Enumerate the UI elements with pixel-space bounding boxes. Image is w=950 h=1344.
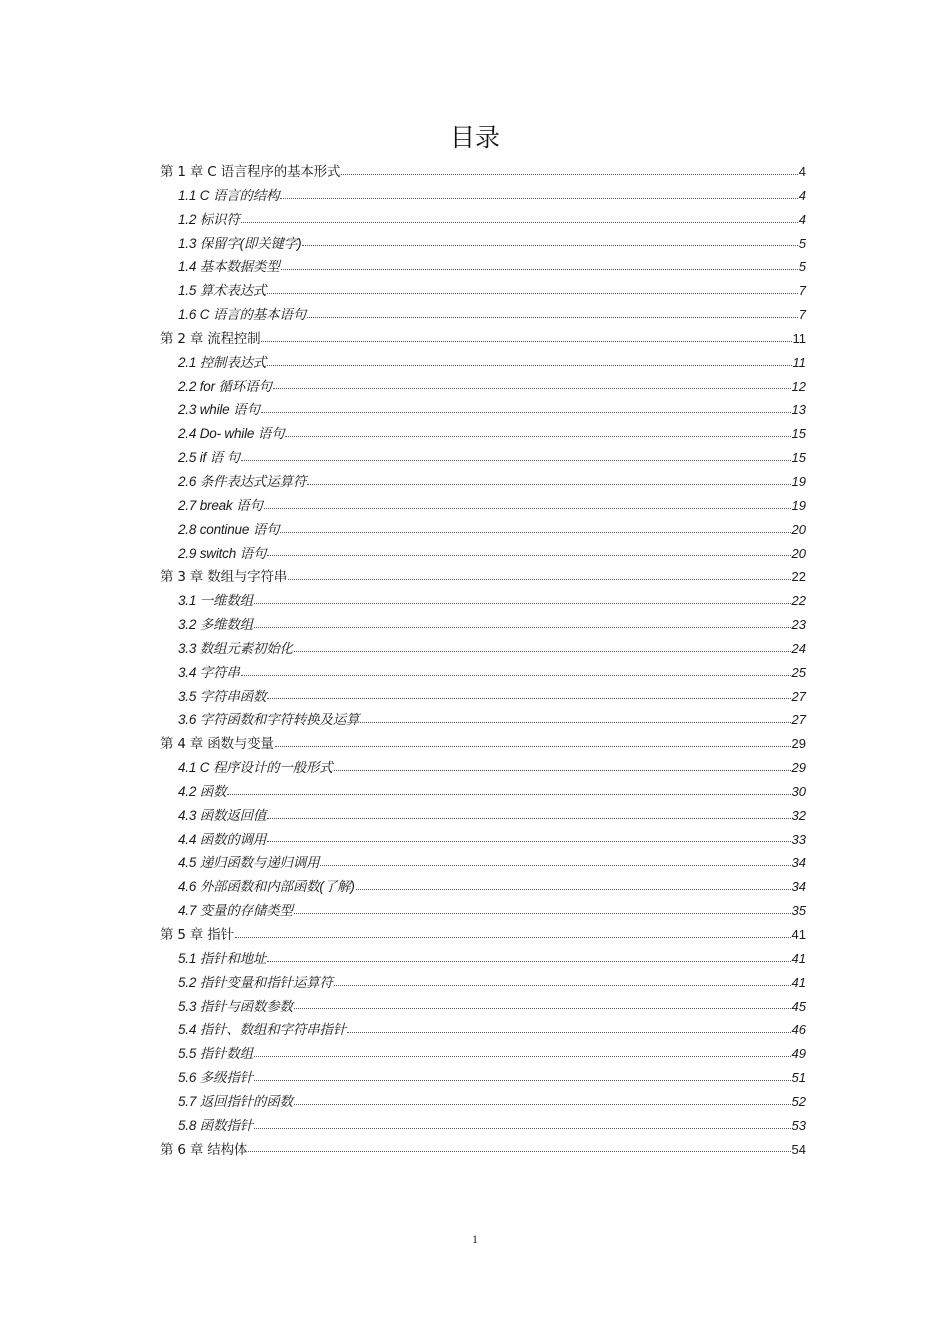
toc-section-entry[interactable] [160, 446, 806, 470]
toc-entry-page-number: 35 [791, 903, 806, 919]
toc-entry-label: 5.6 多级指针 [178, 1070, 253, 1086]
dot-leader [356, 888, 791, 890]
toc-entry-label: 3.3 数组元素初始化 [178, 640, 293, 656]
toc-entry-label: 4.1 C 程序设计的一般形式 [178, 760, 333, 776]
toc-entry-label: 第 6 章 结构体 [160, 1141, 248, 1158]
dot-leader [280, 197, 797, 199]
toc-entry-label: 第 3 章 数组与字符串 [160, 569, 288, 586]
toc-section-entry[interactable] [160, 1066, 806, 1090]
dot-leader [261, 411, 791, 413]
toc-entry-label: 2.9 switch 语句 [178, 545, 267, 561]
toc-entry-page-number: 11 [792, 330, 806, 346]
toc-section-entry[interactable] [160, 1090, 806, 1114]
dot-leader [360, 721, 790, 723]
toc-entry-page-number: 51 [791, 1070, 806, 1086]
toc-entry-label: 5.8 函数指针 [178, 1117, 253, 1133]
toc-entry-label: 4.4 函数的调用 [178, 831, 267, 847]
toc-entry-label: 5.4 指针、数组和字符串指针 [178, 1022, 347, 1038]
toc-entry-page-number: 34 [791, 855, 806, 871]
dot-leader [267, 364, 791, 366]
toc-entry-page-number: 5 [798, 235, 806, 251]
dot-leader [280, 531, 790, 533]
toc-section-entry[interactable] [160, 875, 806, 899]
toc-entry-label: 2.5 if 语 句 [178, 450, 240, 466]
toc-section-entry[interactable] [160, 518, 806, 542]
toc-entry-page-number: 46 [791, 1022, 806, 1038]
dot-leader [241, 459, 791, 461]
toc-entry-page-number: 45 [791, 998, 806, 1014]
dot-leader [294, 1007, 791, 1009]
toc-section-entry[interactable] [160, 851, 806, 875]
toc-chapter-entry[interactable] [160, 923, 806, 947]
toc-section-entry[interactable] [160, 303, 806, 327]
toc-section-entry[interactable] [160, 232, 806, 256]
toc-entry-label: 4.7 变量的存储类型 [178, 903, 293, 919]
toc-section-entry[interactable] [160, 494, 806, 518]
dot-leader [254, 1055, 791, 1057]
dot-leader [307, 483, 790, 485]
toc-entry-page-number: 53 [791, 1117, 806, 1133]
dot-leader [264, 507, 791, 509]
dot-leader [294, 1103, 791, 1105]
toc-entry-page-number: 13 [791, 402, 806, 418]
toc-section-entry[interactable] [160, 470, 806, 494]
toc-entry-page-number: 30 [791, 783, 806, 799]
dot-leader [288, 578, 790, 580]
toc-entry-page-number: 22 [791, 593, 806, 609]
toc-entry-label: 第 2 章 流程控制 [160, 330, 261, 347]
toc-section-entry[interactable] [160, 1114, 806, 1138]
toc-section-entry[interactable] [160, 971, 806, 995]
toc-entry-page-number: 41 [791, 974, 806, 990]
toc-entry-page-number: 22 [791, 569, 806, 585]
dot-leader [254, 602, 791, 604]
toc-chapter-entry[interactable] [160, 565, 806, 589]
dot-leader [320, 864, 790, 866]
dot-leader [227, 793, 790, 795]
toc-entry-page-number: 41 [791, 950, 806, 966]
toc-entry-label: 3.4 字符串 [178, 664, 240, 680]
toc-entry-label: 2.8 continue 语句 [178, 521, 280, 537]
toc-section-entry[interactable] [160, 613, 806, 637]
toc-entry-label: 2.7 break 语句 [178, 497, 263, 513]
toc-section-entry[interactable] [160, 255, 806, 279]
toc-chapter-entry[interactable] [160, 732, 806, 756]
dot-leader [241, 221, 798, 223]
toc-section-entry[interactable] [160, 780, 806, 804]
toc-entry-label: 第 5 章 指针 [160, 927, 234, 943]
toc-chapter-entry[interactable] [160, 160, 806, 184]
toc-entry-page-number: 4 [798, 211, 806, 227]
toc-entry-page-number: 52 [791, 1093, 806, 1109]
dot-leader [347, 1031, 791, 1033]
toc-entry-label: 3.5 字符串函数 [178, 688, 267, 704]
toc-entry-label: 5.3 指针与函数参数 [178, 998, 293, 1014]
toc-entry-label: 1.1 C 语言的结构 [178, 187, 280, 203]
dot-leader [267, 697, 790, 699]
toc-entry-page-number: 29 [791, 736, 806, 752]
toc-section-entry[interactable] [160, 756, 806, 780]
toc-section-entry[interactable] [160, 184, 806, 208]
toc-entry-label: 2.4 Do- while 语句 [178, 426, 285, 442]
toc-entry-page-number: 27 [791, 712, 806, 728]
toc-section-entry[interactable] [160, 279, 806, 303]
toc-chapter-entry[interactable] [160, 1138, 806, 1162]
toc-entry-label: 5.1 指针和地址 [178, 950, 267, 966]
toc-entry-page-number: 12 [791, 378, 806, 394]
toc-entry-page-number: 4 [798, 164, 806, 179]
toc-entry-page-number: 23 [791, 617, 806, 633]
toc-entry-page-number: 54 [791, 1141, 806, 1157]
toc-entry-page-number: 49 [791, 1046, 806, 1062]
toc-entry-page-number: 4 [798, 187, 806, 203]
toc-entry-label: 2.1 控制表达式 [178, 354, 267, 370]
toc-entry-page-number: 32 [791, 807, 806, 823]
toc-entry-label: 5.7 返回指针的函数 [178, 1093, 293, 1109]
toc-entry-page-number: 11 [792, 354, 806, 370]
dot-leader [267, 840, 790, 842]
dot-leader [248, 1150, 790, 1152]
dot-leader [281, 268, 798, 270]
toc-entry-page-number: 19 [791, 473, 806, 489]
dot-leader [302, 244, 797, 246]
dot-leader [294, 650, 791, 652]
toc-section-entry[interactable] [160, 947, 806, 971]
toc-section-entry[interactable] [160, 1042, 806, 1066]
toc-entry-label: 第 1 章 C 语言程序的基本形式 [160, 164, 341, 180]
toc-entry-page-number: 15 [791, 450, 806, 466]
toc-section-entry[interactable] [160, 542, 806, 566]
dot-leader [254, 626, 791, 628]
toc-section-entry[interactable] [160, 899, 806, 923]
toc-entry-label: 5.5 指针数组 [178, 1046, 253, 1062]
toc-entry-label: 1.6 C 语言的基本语句 [178, 307, 306, 323]
toc-entry-page-number: 29 [791, 760, 806, 776]
dot-leader [235, 936, 791, 938]
toc-entry-page-number: 27 [791, 688, 806, 704]
toc-entry-page-number: 5 [798, 259, 806, 275]
toc-entry-page-number: 7 [798, 307, 806, 323]
toc-entry-page-number: 25 [791, 664, 806, 680]
toc-entry-page-number: 20 [791, 521, 806, 537]
toc-entry-page-number: 20 [791, 545, 806, 561]
toc-entry-label: 第 4 章 函数与变量 [160, 736, 274, 753]
toc-section-entry[interactable] [160, 208, 806, 232]
toc-section-entry[interactable] [160, 351, 806, 375]
toc-section-entry[interactable] [160, 422, 806, 446]
toc-entry-label: 1.3 保留字(即关键字) [178, 235, 302, 251]
dot-leader [267, 292, 798, 294]
toc-section-entry[interactable] [160, 375, 806, 399]
toc-entry-label: 2.2 for 循环语句 [178, 378, 272, 394]
toc-entry-page-number: 34 [791, 879, 806, 895]
toc-section-entry[interactable] [160, 398, 806, 422]
dot-leader [273, 387, 791, 389]
toc-section-entry[interactable] [160, 685, 806, 709]
dot-leader [261, 340, 791, 342]
toc-entry-label: 4.5 递归函数与递归调用 [178, 855, 320, 871]
toc-entry-label: 5.2 指针变量和指针运算符 [178, 974, 333, 990]
toc-entry-page-number: 15 [791, 426, 806, 442]
dot-leader [267, 817, 790, 819]
toc-entry-page-number: 7 [798, 283, 806, 299]
toc-section-entry[interactable] [160, 804, 806, 828]
toc-entry-label: 4.6 外部函数和内部函数(了解) [178, 879, 355, 895]
toc-entry-label: 1.4 基本数据类型 [178, 259, 280, 275]
toc-entry-page-number: 33 [791, 831, 806, 847]
toc-section-entry[interactable] [160, 661, 806, 685]
toc-section-entry[interactable] [160, 828, 806, 852]
dot-leader [307, 316, 798, 318]
dot-leader [254, 1127, 791, 1129]
toc-entry-label: 2.3 while 语句 [178, 402, 260, 418]
table-of-contents [160, 160, 806, 1161]
toc-entry-label: 2.6 条件表达式运算符 [178, 473, 307, 489]
dot-leader [334, 769, 791, 771]
dot-leader [254, 1079, 791, 1081]
dot-leader [267, 960, 790, 962]
dot-leader [285, 435, 790, 437]
toc-entry-label: 3.1 一维数组 [178, 593, 253, 609]
toc-entry-page-number: 24 [791, 640, 806, 656]
dot-leader [294, 912, 791, 914]
dot-leader [275, 745, 791, 747]
dot-leader [341, 173, 797, 175]
toc-section-entry[interactable] [160, 637, 806, 661]
toc-entry-label: 4.2 函数 [178, 783, 227, 799]
toc-entry-label: 3.6 字符函数和字符转换及运算 [178, 712, 360, 728]
toc-entry-label: 1.2 标识符 [178, 211, 240, 227]
page-number: 1 [472, 1232, 478, 1246]
page-title: 目录 [449, 123, 500, 152]
toc-section-entry[interactable] [160, 708, 806, 732]
toc-entry-label: 4.3 函数返回值 [178, 807, 267, 823]
dot-leader [334, 984, 791, 986]
toc-entry-page-number: 19 [791, 497, 806, 513]
dot-leader [267, 554, 790, 556]
toc-chapter-entry[interactable] [160, 327, 806, 351]
toc-entry-page-number: 41 [791, 927, 806, 942]
toc-section-entry[interactable] [160, 1018, 806, 1042]
toc-section-entry[interactable] [160, 589, 806, 613]
toc-entry-label: 3.2 多维数组 [178, 617, 253, 633]
dot-leader [241, 674, 791, 676]
toc-section-entry[interactable] [160, 995, 806, 1019]
toc-entry-label: 1.5 算术表达式 [178, 283, 267, 299]
